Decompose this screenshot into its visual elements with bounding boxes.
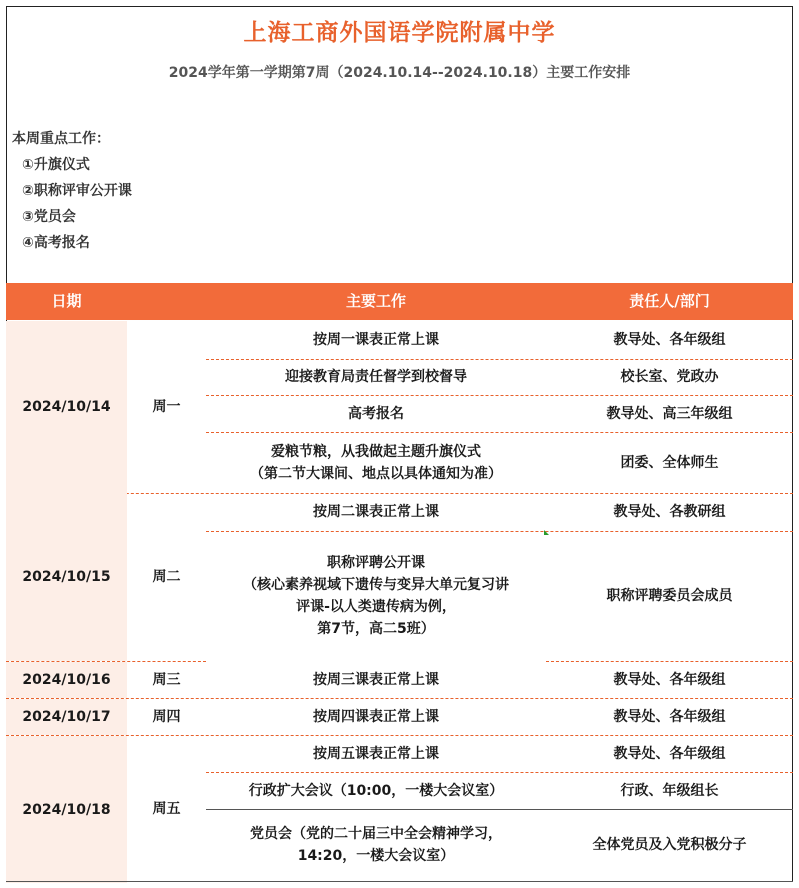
work-cell: 高考报名 [348, 405, 404, 422]
owner-cell: 教导处、各教研组 [613, 504, 726, 520]
focus-item: ③党员会 [22, 209, 76, 225]
column-header-owner: 责任人/部门 [629, 292, 710, 310]
work-cell: 迎接教育局责任督学到校督导 [285, 369, 467, 385]
date-cell: 2024/10/14 [6, 321, 127, 493]
owner-cell: 全体党员及入党积极分子 [592, 837, 747, 853]
work-line: （核心素养视域下遗传与变异大单元复习讲 [243, 577, 509, 593]
date-cell: 2024/10/18 [6, 736, 127, 883]
date-cell: 2024/10/16 [6, 662, 127, 698]
page-subtitle: 2024学年第一学期第7周（2024.10.14--2024.10.18）主要工作安排 [168, 65, 631, 81]
schedule-table [6, 283, 793, 883]
work-line: 第7节，高二5班） [317, 621, 435, 637]
owner-cell: 教导处、各年级组 [613, 745, 726, 762]
work-line: 爱粮节粮，从我做起主题升旗仪式 [271, 443, 481, 460]
owner-cell: 行政、年级组长 [620, 782, 719, 799]
focus-item: ④高考报名 [22, 235, 90, 251]
owner-cell: 团委、全体师生 [620, 454, 719, 471]
weekday-cell: 周三 [152, 671, 181, 688]
work-cell: 按周五课表正常上课 [313, 745, 439, 762]
work-cell: 按周四课表正常上课 [313, 708, 439, 725]
page-title: 上海工商外国语学院附属中学 [243, 20, 556, 46]
owner-cell: 教导处、各年级组 [613, 671, 726, 688]
work-cell: 按周二课表正常上课 [313, 504, 439, 520]
table-header [6, 283, 793, 320]
column-header-work: 主要工作 [345, 292, 406, 310]
work-cell: 按周三课表正常上课 [313, 671, 439, 688]
weekday-cell: 周五 [152, 801, 181, 817]
date-cell: 2024/10/17 [6, 699, 127, 735]
focus-item: ②职称评审公开课 [22, 183, 132, 199]
work-cell [206, 531, 546, 661]
owner-cell: 校长室、党政办 [620, 369, 719, 385]
focus-item: ①升旗仪式 [22, 157, 90, 173]
date-cell: 2024/10/15 [6, 493, 127, 661]
owner-cell: 教导处、高三年级组 [606, 405, 733, 422]
focus-heading: 本周重点工作： [12, 131, 110, 147]
weekly-focus [12, 128, 132, 256]
work-line: 党员会（党的二十届三中全会精神学习， [250, 826, 502, 842]
work-line: 14:20，一楼大会议室） [297, 848, 455, 864]
work-line: 评课-以人类遗传病为例， [296, 599, 456, 615]
work-cell: 行政扩大会议（10:00，一楼大会议室） [248, 782, 504, 799]
work-cell [206, 809, 546, 881]
weekday-cell: 周一 [152, 399, 181, 415]
owner-cell: 教导处、各年级组 [613, 332, 726, 348]
work-line: （第二节大课间、地点以具体通知为准） [250, 465, 502, 482]
owner-cell: 职称评聘委员会成员 [606, 588, 733, 604]
weekday-cell: 周四 [152, 708, 181, 725]
work-line: 职称评聘公开课 [327, 555, 425, 571]
work-cell: 按周一课表正常上课 [313, 332, 439, 348]
work-cell [206, 432, 546, 493]
owner-cell: 教导处、各年级组 [613, 708, 726, 725]
weekday-cell: 周二 [152, 569, 181, 585]
column-header-date: 日期 [51, 292, 82, 310]
